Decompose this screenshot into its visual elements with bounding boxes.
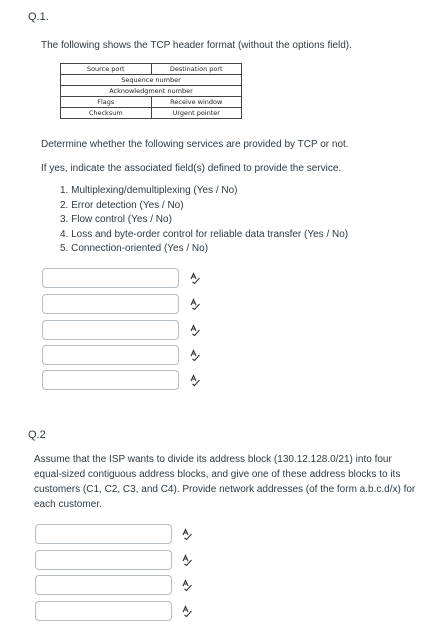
q2-answer-field-3[interactable]: [35, 575, 172, 595]
table-row: [61, 97, 242, 108]
q2-text: Assume that the ISP wants to divide its address block (130.12.128.0/21) into four equal-sized contiguous address blocks, and give one of these address blocks to its customers (C1, C2, C3, and C4). Provide network addresses (of the form a.b.c.d/x) for each customer.: [34, 454, 416, 510]
spellcheck-icon[interactable]: [189, 349, 201, 361]
table-cell: Acknowledgment number: [61, 86, 242, 97]
q1-answer-field-5[interactable]: [42, 370, 179, 390]
spellcheck-icon[interactable]: [189, 374, 201, 386]
spellcheck-icon[interactable]: [189, 272, 201, 284]
q2-answer-field-2[interactable]: [35, 550, 172, 570]
q1-intro: The following shows the TCP header format (without the options field).: [41, 40, 352, 51]
spellcheck-icon[interactable]: [189, 324, 201, 336]
spellcheck-icon[interactable]: [181, 605, 193, 617]
q1-label: Q.1.: [28, 11, 49, 23]
table-cell: Destination port: [151, 64, 242, 75]
q1-answer-field-1[interactable]: [42, 268, 179, 288]
list-item: 4. Loss and byte-order control for reliable data transfer (Yes / No): [60, 228, 349, 240]
list-item: 5. Connection-oriented (Yes / No): [60, 243, 209, 255]
q1-answer-field-2[interactable]: [42, 294, 179, 314]
table-row: [61, 108, 242, 119]
table-cell: Sequence number: [61, 75, 242, 86]
list-item: 1. Multiplexing/demultiplexing (Yes / No): [60, 185, 238, 196]
list-item: 3. Flow control (Yes / No): [60, 214, 172, 226]
q2-label: Q.2: [28, 429, 46, 441]
table-cell: Source port: [61, 64, 152, 75]
spellcheck-icon[interactable]: [189, 298, 201, 310]
table-row: [61, 75, 242, 86]
q1-answer-field-4[interactable]: [42, 345, 179, 365]
q2-answer-field-4[interactable]: [35, 601, 172, 621]
spellcheck-icon[interactable]: [181, 579, 193, 591]
table-cell: Receive window: [151, 97, 242, 108]
table-row: [61, 86, 242, 97]
tcp-header-table: [60, 63, 242, 119]
table-cell: Flags: [61, 97, 152, 108]
spellcheck-icon[interactable]: [181, 528, 193, 540]
q2-answer-field-1[interactable]: [35, 524, 172, 544]
table-cell: Checksum: [61, 108, 152, 119]
spellcheck-icon[interactable]: [181, 554, 193, 566]
table-cell: Urgent pointer: [151, 108, 242, 119]
services-list: [60, 184, 348, 257]
q1-prompt-1: Determine whether the following services are provided by TCP or not.: [41, 139, 349, 150]
list-item: 2. Error detection (Yes / No): [60, 199, 184, 211]
q1-prompt-2: If yes, indicate the associated field(s) defined to provide the service.: [41, 163, 342, 174]
table-row: [61, 64, 242, 75]
q1-answer-field-3[interactable]: [42, 320, 179, 340]
